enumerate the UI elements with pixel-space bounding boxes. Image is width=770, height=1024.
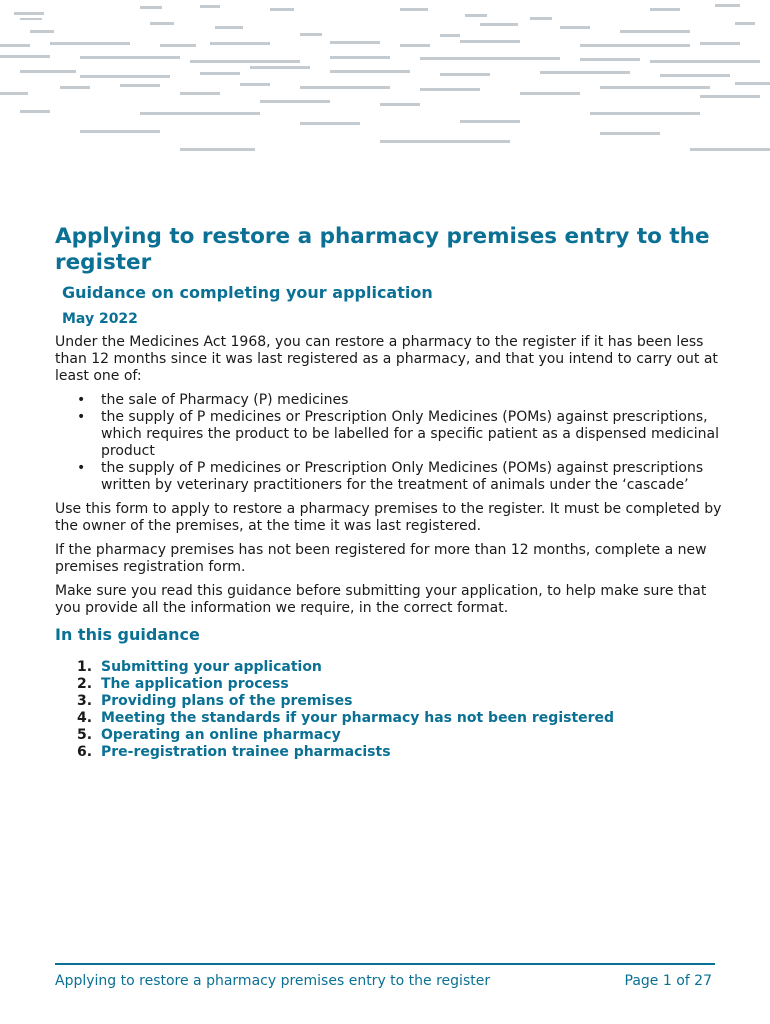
toc-item [77, 744, 725, 761]
toc-item-number: 6. [77, 744, 93, 760]
toc-item [77, 676, 725, 693]
document-body [55, 334, 725, 761]
list-item-text: the sale of Pharmacy (P) medicines [101, 392, 349, 408]
activity-list [55, 392, 725, 494]
list-item [77, 409, 725, 460]
list-item [77, 460, 725, 494]
toc-item-number: 1. [77, 659, 93, 675]
toc-item [77, 659, 725, 676]
toc-link-submitting-application[interactable]: Submitting your application [101, 659, 322, 675]
header-decorative-pattern [0, 0, 770, 165]
footer-document-title: Applying to restore a pharmacy premises entry to the register [55, 973, 491, 989]
footer-divider [55, 963, 715, 965]
read-guidance-paragraph: Make sure you read this guidance before submitting your application, to help make sure that you provide all the information we require, in the correct format. [55, 583, 707, 616]
toc-item [77, 710, 725, 727]
bullet-icon: • [77, 460, 86, 476]
table-of-contents [55, 659, 725, 761]
not-registered-paragraph: If the pharmacy premises has not been registered for more than 12 months, complete a new premises registration form. [55, 542, 707, 575]
toc-item-number: 4. [77, 710, 93, 726]
toc-link-trainee-pharmacists[interactable]: Pre-registration trainee pharmacists [101, 744, 391, 760]
toc-item-number: 3. [77, 693, 93, 709]
toc-heading: In this guidance [55, 625, 200, 644]
toc-item [77, 693, 725, 710]
toc-link-online-pharmacy[interactable]: Operating an online pharmacy [101, 727, 341, 743]
toc-item [77, 727, 725, 744]
toc-item-number: 5. [77, 727, 93, 743]
publication-date: May 2022 [62, 311, 138, 327]
bullet-icon: • [77, 409, 86, 425]
intro-paragraph: Under the Medicines Act 1968, you can restore a pharmacy to the register if it has been less than 12 months since it was last registered as a pharmacy, and that you intend to carry out at least one of: [55, 334, 718, 384]
use-form-paragraph: Use this form to apply to restore a pharmacy premises to the register. It must be completed by the owner of the premises, at the time it was last registered. [55, 501, 722, 534]
page-number: Page 1 of 27 [624, 973, 712, 989]
list-item-text: the supply of P medicines or Prescription Only Medicines (POMs) against prescriptions written by veterinary practitioners for the treatment of animals under the ‘cascade’ [101, 460, 704, 493]
toc-link-providing-plans[interactable]: Providing plans of the premises [101, 693, 353, 709]
list-item [77, 392, 725, 409]
document-title: Applying to restore a pharmacy premises entry to the register [55, 224, 710, 275]
toc-link-meeting-standards[interactable]: Meeting the standards if your pharmacy has not been registered [101, 710, 615, 726]
bullet-icon: • [77, 392, 86, 408]
toc-item-number: 2. [77, 676, 93, 692]
list-item-text: the supply of P medicines or Prescription Only Medicines (POMs) against prescriptions, which requires the product to be labelled for a specific patient as a dispensed medicinal product [101, 409, 719, 459]
document-subtitle: Guidance on completing your application [62, 283, 433, 302]
toc-link-application-process[interactable]: The application process [101, 676, 289, 692]
